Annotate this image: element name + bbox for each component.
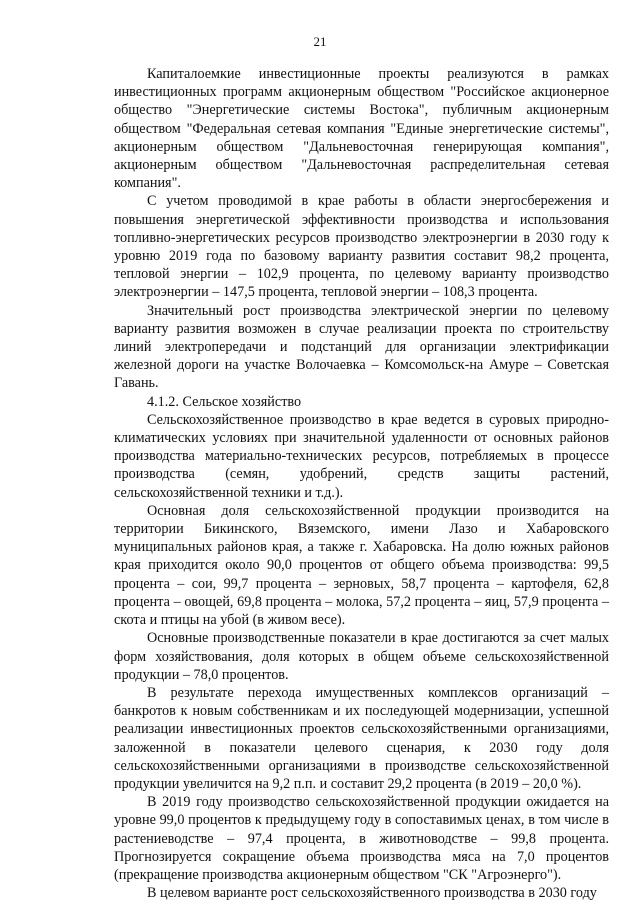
paragraph-investment-projects: Капиталоемкие инвестиционные проекты реализуются в рамках инвестиционных программ акционерным обществом "Российское акционерное общество "Энергетические системы Востока", публичным акционерным обществом "Федеральная сетевая компания "Единые энергетические системы", акционерным обществом "Дальневосточная генерирующая компания", акционерным обществом "Дальневосточная распределительная сетевая компания". — [114, 66, 609, 192]
paragraph-agri-conditions: Сельскохозяйственное производство в крае ведется в суровых природно-климатических условиях при значительной удаленности от основных районов производства материально-технических ресурсов, потребляемых в процессе производства (семян, удобрений, средств защиты растений, сельскохозяйственной техники и т.д.). — [114, 411, 609, 501]
paragraph-bankrupt-transition: В результате перехода имущественных комплексов организаций – банкротов к новым собственникам и их последующей модернизации, успешной реализации инвестиционных проектов сельскохозяйственными организациями, заложенной в показатели целевого сценария, к 2030 году доля сельскохозяйственными организациями в производстве сельскохозяйственной продукции увеличится на 9,2 п.п. и составит 29,2 процента (в 2019 – 20,0 %). — [114, 684, 609, 792]
section-heading-agriculture: 4.1.2. Сельское хозяйство — [147, 393, 302, 410]
paragraph-energy-saving: С учетом проводимой в крае работы в области энергосбережения и повышения энергетической эффективности производства и использования топливно-энергетических ресурсов производство электроэнергии в 2030 году к уровню 2019 года по базовому варианту развития составит 98,2 процента, тепловой энергии – 102,9 процента, по целевому варианту производство электроэнергии – 147,5 процента, тепловой энергии – 108,3 процента. — [114, 193, 609, 301]
paragraph-agri-districts: Основная доля сельскохозяйственной продукции производится на территории Бикинского, Вяземского, имени Лазо и Хабаровского муниципальных районов края, а также г. Хабаровска. На долю южных районов края приходится около 90,0 процентов от общего объема производства: 99,5 процента – сои, 99,7 процента – зерновых, 58,7 процента – картофеля, 62,8 процента – овощей, 69,8 процента – молока, 57,2 процента – яиц, 57,9 процента – скота и птицы на убой (в живом весе). — [114, 502, 609, 629]
page-number: 21 — [313, 34, 327, 49]
paragraph-2019-production: В 2019 году производство сельскохозяйственной продукции ожидается на уровне 99,0 процентов к предыдущему году в сопоставимых ценах, в том числе в растениеводстве – 97,4 процента, в животноводстве – 99,8 процента. Прогнозируется сокращение объема производства мяса на 7,0 процентов (прекращение производства акционерным обществом "СК "Агроэнерго"). — [114, 794, 609, 883]
paragraph-target-variant: В целевом варианте рост сельскохозяйственного производства в 2030 году — [147, 885, 597, 902]
document-body — [114, 65, 609, 902]
paragraph-small-farms: Основные производственные показатели в крае достигаются за счет малых форм хозяйствования, доля которых в общем объеме сельскохозяйственной продукции – 78,0 процентов. — [114, 630, 609, 683]
paragraph-electric-growth: Значительный рост производства электрической энергии по целевому варианту развития возможен в случае реализации проекта по строительству линий электропередачи и подстанций для организации электрификации железной дороги на участке Волочаевка – Комсомольск-на Амуре – Советская Гавань. — [114, 302, 609, 392]
